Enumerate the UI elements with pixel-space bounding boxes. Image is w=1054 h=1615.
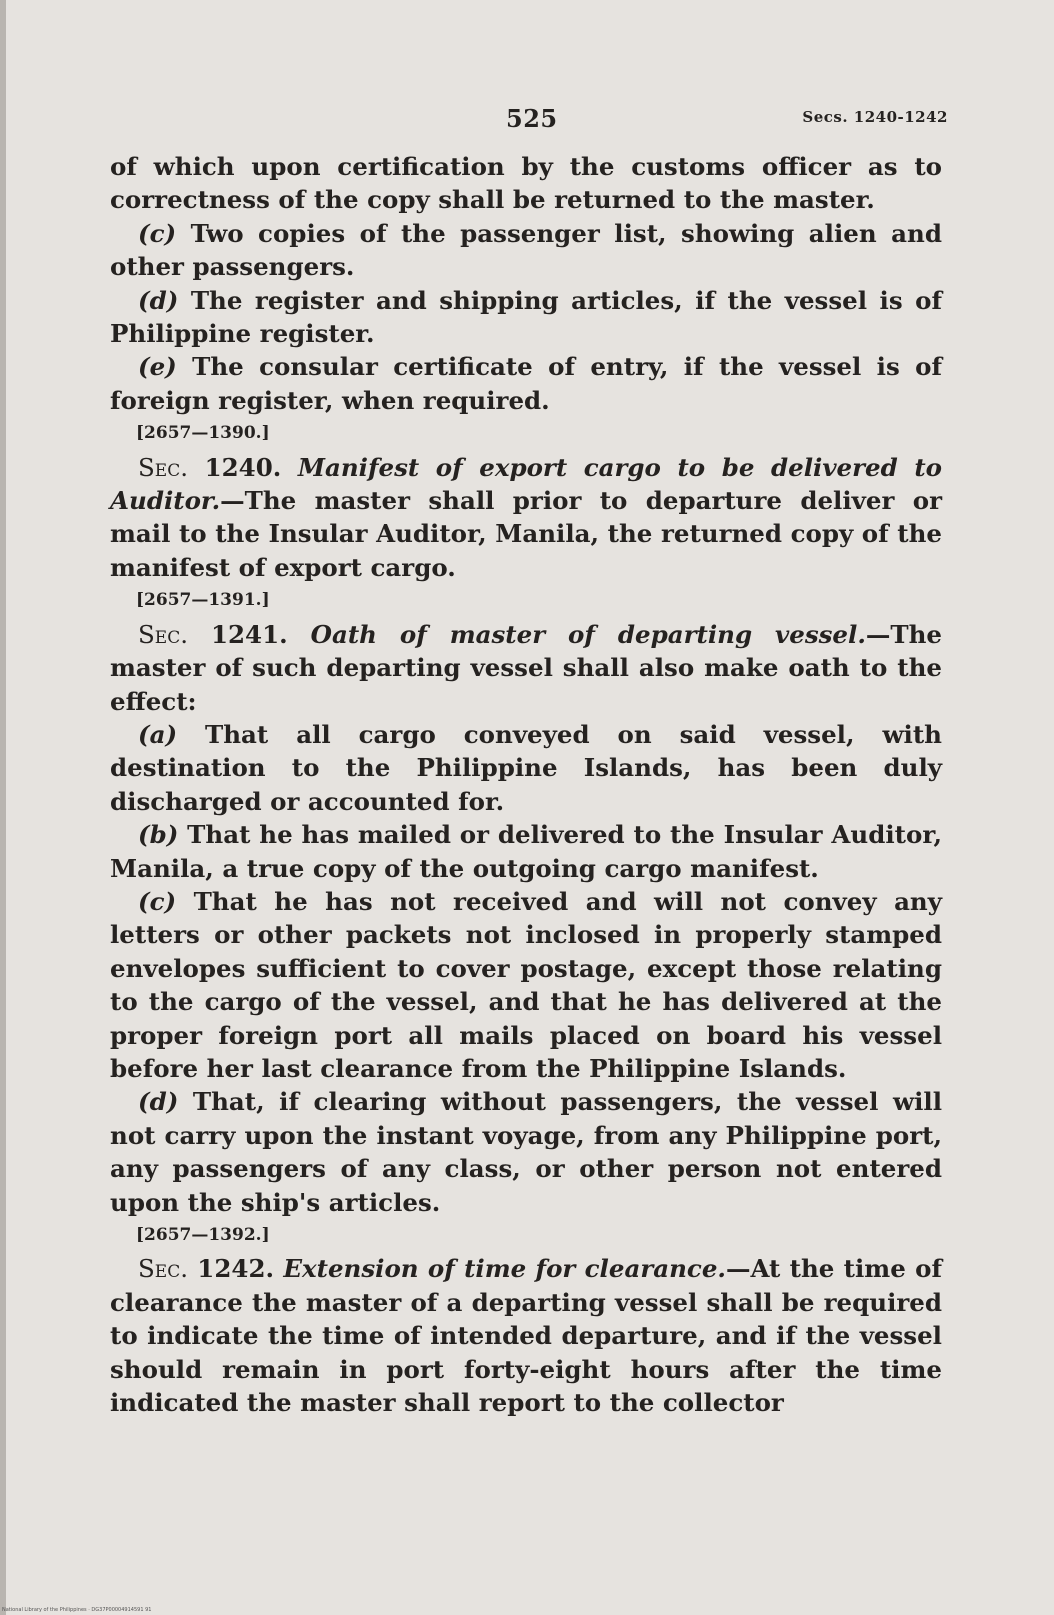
clause-c: (c) That he has not received and will not convey any letters or other packets not inclosed in properly stamped envelopes sufficient to cover postage, except those relating to the cargo of the vessel, and that he has delivered at the proper foreign port all mails placed on board his vessel before her last clearance from the Philippine Islands. (110, 886, 942, 1083)
section-heading: Manifest of export cargo to be delivered to Auditor. (110, 452, 942, 516)
citation: [2657—1392.] (136, 1225, 270, 1245)
clause-d: (d) The register and shipping articles, if the vessel is of Philippine register. (110, 285, 942, 349)
clause-a: (a) That all cargo conveyed on said vessel, with destination to the Philippine Islands, has been duly discharged or accounted for. (110, 719, 942, 816)
scan-footer: National Library of the Philippines · DG37P00004914591 91 (2, 1607, 152, 1613)
clause-d: (d) That, if clearing without passengers, the vessel will not carry upon the instant voyage, from any Philippine port, any passengers of any class, or other person not entered upon the ship's articles. (110, 1087, 942, 1217)
page-number: 525 (506, 104, 558, 133)
citation: [2657—1390.] (136, 423, 270, 444)
section-1242: Sec. 1242. Extension of time for clearance.—At the time of clearance the master of a departing vessel shall be required to indicate the time of intended departure, and if the vessel should remain in port forty-eight hours after the time indicated the master shall report to the collector (110, 1254, 943, 1418)
body-text (110, 150, 942, 1419)
clause-c: (c) Two copies of the passenger list, showing alien and other passengers. (110, 218, 942, 282)
paragraph-continuation: of which upon certification by the customs officer as to correctness of the copy shall be returned to the master. (110, 152, 942, 215)
section-1241: Sec. 1241. Oath of master of departing vessel.—The master of such departing vessel shall also make oath to the effect: (110, 619, 942, 716)
clause-b: (b) That he has mailed or delivered to the Insular Auditor, Manila, a true copy of the outgoing cargo manifest. (110, 820, 942, 883)
section-heading: Oath of master of departing vessel. (310, 619, 866, 649)
clause-e: (e) The consular certificate of entry, if the vessel is of foreign register, when required. (110, 352, 942, 415)
citation: [2657—1391.] (136, 590, 270, 611)
section-heading: Extension of time for clearance. (283, 1254, 726, 1284)
page-header (108, 100, 948, 140)
section-range: Secs. 1240-1242 (802, 108, 948, 126)
section-1240: Sec. 1240. Manifest of export cargo to be delivered to Auditor.—The master shall prior to departure deliver or mail to the Insular Auditor, Manila, the returned copy of the manifest of export cargo. (110, 452, 942, 582)
